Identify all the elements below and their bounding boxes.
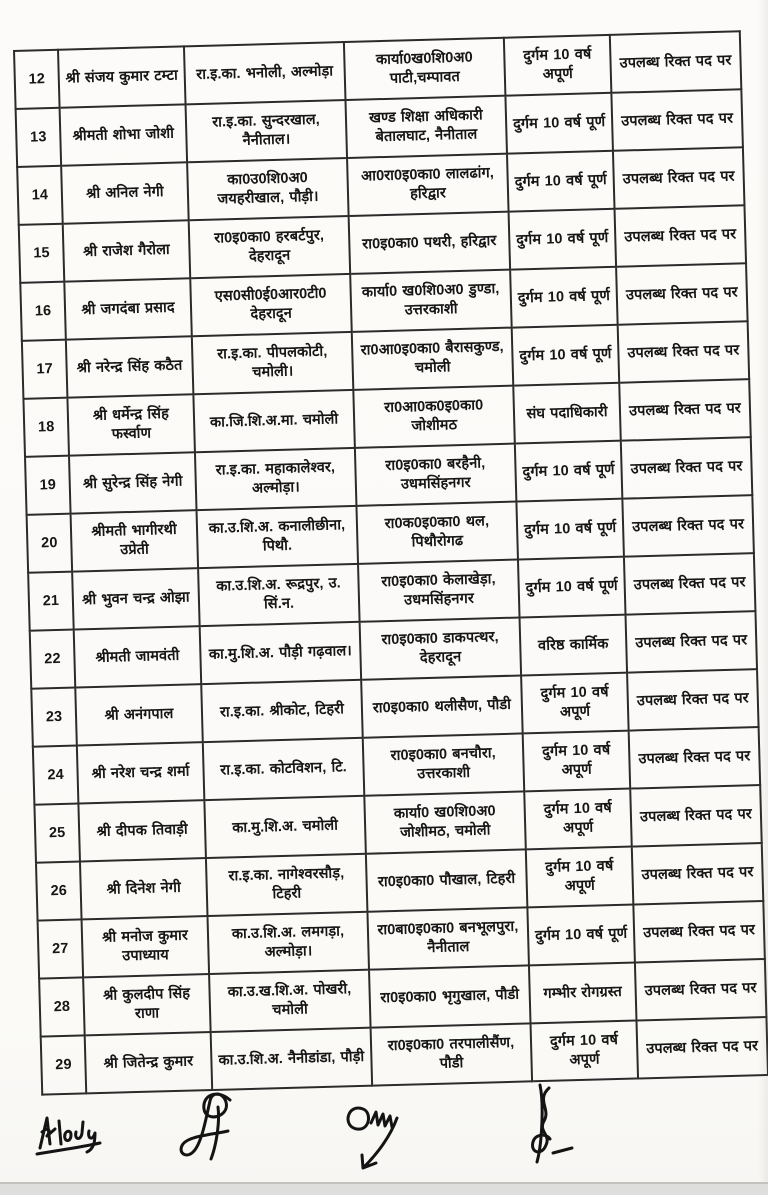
cell-current-posting: रा.इ.का. पीपलकोटी, चमोली। (192, 332, 354, 394)
cell-current-posting: रा.इ.का. श्रीकोट, टिहरी (201, 680, 363, 742)
cell-category: दुर्गम 10 वर्ष पूर्ण (518, 557, 626, 618)
cell-employee-name: श्रीमती शोभा जोशी (60, 104, 188, 165)
cell-current-posting: एस0सी0ई0आर0टी0 देहरादून (190, 274, 352, 336)
cell-vacant-post: उपलब्ध रिक्त पद पर (613, 147, 745, 208)
cell-category: वरिष्ठ कार्मिक (520, 615, 628, 676)
cell-vacant-post: उपलब्ध रिक्त पद पर (616, 263, 748, 324)
cell-transfer-place: कार्या0 ख0शि0अ0 जोशीमठ, चमोली (364, 791, 526, 853)
cell-serial-number: 19 (25, 456, 71, 515)
cell-vacant-post: उपलब्ध रिक्त पद पर (621, 437, 753, 498)
cell-employee-name: श्री सुरेन्द्र सिंह नेगी (69, 452, 197, 513)
cell-employee-name: श्री राजेश गैरोला (63, 220, 191, 281)
cell-current-posting: रा.इ.का. महाकालेश्वर, अल्मोड़ा। (195, 448, 357, 510)
cell-transfer-place: कार्या0 ख0शि0अ0 डुण्डा, उत्तरकाशी (350, 270, 512, 332)
cell-serial-number: 21 (28, 572, 74, 631)
cell-vacant-post: उपलब्ध रिक्त पद पर (627, 669, 759, 730)
signature-2-icon (172, 1086, 264, 1166)
cell-serial-number: 12 (14, 50, 60, 109)
cell-employee-name: श्रीमती भागीरथी उप्रेती (71, 510, 199, 571)
cell-transfer-place: रा0इ0का0 तरपालीसैंण, पौडी (371, 1023, 533, 1085)
cell-category: दुर्गम 10 वर्ष अपूर्ण (504, 35, 612, 96)
scan-bottom-strip (0, 1182, 768, 1195)
signature-3-icon (333, 1092, 433, 1180)
cell-employee-name: श्री नरेन्द्र सिंह कठैत (66, 336, 194, 397)
cell-vacant-post: उपलब्ध रिक्त पद पर (630, 785, 762, 846)
cell-current-posting: का.जि.शि.अ.मा. चमोली (193, 390, 355, 452)
cell-vacant-post: उपलब्ध रिक्त पद पर (629, 727, 761, 788)
cell-category: दुर्गम 10 वर्ष पूर्ण (515, 441, 623, 502)
cell-employee-name: श्रीमती जामवंती (74, 626, 202, 687)
scan-edge-shadow (758, 0, 768, 1195)
cell-employee-name: श्री दीपक तिवाड़ी (78, 800, 206, 861)
cell-current-posting: रा0इ0का0 हरबर्टपुर, देहरादून (189, 216, 351, 278)
signature-1-icon (34, 1108, 114, 1158)
cell-current-posting: रा.इ.का. सुन्दरखाल, नैनीताल। (186, 100, 348, 162)
cell-category: गम्भीर रोगग्रस्त (529, 963, 637, 1024)
cell-transfer-place: रा0इ0का0 भृगुखाल, पौडी (369, 965, 531, 1027)
cell-current-posting: का.उ.शि.अ. लमगड़ा, अल्मोड़ा। (207, 912, 369, 974)
cell-vacant-post: उपलब्ध रिक्त पद पर (618, 321, 750, 382)
cell-category: दुर्गम 10 वर्ष पूर्ण (505, 93, 613, 154)
cell-serial-number: 14 (17, 166, 63, 225)
signature-4-icon (505, 1082, 585, 1177)
cell-serial-number: 28 (39, 977, 85, 1036)
cell-employee-name: श्री दिनेश नेगी (80, 858, 208, 919)
cell-vacant-post: उपलब्ध रिक्त पद पर (625, 611, 757, 672)
cell-employee-name: श्री जितेन्द्र कुमार (85, 1032, 213, 1093)
cell-current-posting: का.मु.शि.अ. पौड़ी गढ़वाल। (200, 622, 362, 684)
cell-transfer-place: रा0इ0का0 थलीसैण, पौडी (361, 675, 523, 737)
cell-serial-number: 27 (38, 919, 84, 978)
cell-current-posting: का.मु.शि.अ. चमोली (204, 796, 366, 858)
cell-category: दुर्गम 10 वर्ष पूर्ण (527, 905, 635, 966)
cell-category: दुर्गम 10 वर्ष पूर्ण (507, 151, 615, 212)
cell-vacant-post: उपलब्ध रिक्त पद पर (610, 31, 742, 92)
cell-current-posting: का.उ.शि.अ. कनालीछीना, पिथौ. (197, 506, 359, 568)
cell-vacant-post: उपलब्ध रिक्त पद पर (611, 89, 743, 150)
cell-current-posting: का.उ.शि.अ. रूद्रपुर, उ. सिं.न. (198, 564, 360, 626)
table-scan-area (13, 30, 768, 1095)
cell-serial-number: 24 (33, 746, 79, 805)
cell-transfer-place: रा0आ0इ0का0 बैरासकुण्ड, चमोली (352, 328, 514, 390)
cell-category: दुर्गम 10 वर्ष पूर्ण (516, 499, 624, 560)
cell-category: दुर्गम 10 वर्ष अपूर्ण (526, 847, 634, 908)
cell-category: दुर्गम 10 वर्ष अपूर्ण (521, 673, 629, 734)
cell-employee-name: श्री अनिल नेगी (61, 162, 189, 223)
cell-vacant-post: उपलब्ध रिक्त पद पर (622, 495, 754, 556)
cell-transfer-place: आ0रा0इ0का0 लालढांग, हरिद्वार (347, 154, 509, 216)
cell-current-posting: का.उ.ख.शि.अ. पोखरी, चमोली (209, 970, 371, 1032)
cell-transfer-place: रा0इ0का0 केलाखेड़ा, उधमसिंहनगर (358, 560, 520, 622)
cell-employee-name: श्री संजय कुमार टम्टा (58, 46, 186, 107)
cell-serial-number: 22 (30, 630, 76, 689)
cell-current-posting: का.उ.शि.अ. नैनीडांडा, पौड़ी (211, 1028, 373, 1090)
cell-serial-number: 20 (27, 514, 73, 573)
cell-employee-name: श्री कुलदीप सिंह राणा (83, 974, 211, 1035)
cell-vacant-post: उपलब्ध रिक्त पद पर (633, 901, 765, 962)
cell-serial-number: 15 (19, 224, 65, 283)
cell-employee-name: श्री भुवन चन्द्र ओझा (72, 568, 200, 629)
cell-serial-number: 16 (20, 282, 66, 341)
cell-serial-number: 25 (34, 804, 80, 863)
cell-serial-number: 26 (36, 861, 82, 920)
cell-vacant-post: उपलब्ध रिक्त पद पर (615, 205, 747, 266)
cell-category: दुर्गम 10 वर्ष पूर्ण (512, 325, 620, 386)
cell-transfer-place: रा0आ0क0इ0का0 जोशीमठ (353, 386, 515, 448)
cell-transfer-place: रा0इ0का0 बनचौरा, उत्तरकाशी (363, 733, 525, 795)
cell-vacant-post: उपलब्ध रिक्त पद पर (619, 379, 751, 440)
cell-current-posting: रा.इ.का. कोटविशन, टि. (203, 738, 365, 800)
cell-category: संघ पदाधिकारी (513, 383, 621, 444)
cell-category: दुर्गम 10 वर्ष अपूर्ण (524, 789, 632, 850)
transfer-table (13, 30, 768, 1095)
cell-vacant-post: उपलब्ध रिक्त पद पर (632, 843, 764, 904)
cell-employee-name: श्री जगदंबा प्रसाद (64, 278, 192, 339)
cell-serial-number: 29 (41, 1035, 87, 1094)
cell-employee-name: श्री मनोज कुमार उपाध्याय (82, 916, 210, 977)
cell-transfer-place: खण्ड शिक्षा अधिकारी बेतालघाट, नैनीताल (345, 96, 507, 158)
cell-serial-number: 17 (22, 340, 68, 399)
cell-employee-name: श्री नरेश चन्द्र शर्मा (77, 742, 205, 803)
cell-employee-name: श्री धर्मेन्द्र सिंह फर्स्वाण (67, 394, 195, 455)
cell-vacant-post: उपलब्ध रिक्त पद पर (624, 553, 756, 614)
cell-current-posting: रा.इ.का. भनोली, अल्मोड़ा (184, 42, 346, 104)
cell-vacant-post: उपलब्ध रिक्त पद पर (636, 1017, 768, 1078)
cell-category: दुर्गम 10 वर्ष पूर्ण (509, 209, 617, 270)
cell-employee-name: श्री अनंगपाल (75, 684, 203, 745)
cell-serial-number: 13 (16, 108, 62, 167)
cell-category: दुर्गम 10 वर्ष अपूर्ण (523, 731, 631, 792)
cell-category: दुर्गम 10 वर्ष अपूर्ण (531, 1020, 639, 1081)
cell-transfer-place: रा0इ0का0 बरहैनी, उधमसिंहनगर (355, 444, 517, 506)
transfer-table-body (14, 31, 768, 1094)
cell-transfer-place: रा0इ0का0 पथरी, हरिद्वार (349, 212, 511, 274)
cell-transfer-place: कार्या0ख0शि0अ0 पाटी,चम्पावत (344, 38, 506, 100)
cell-current-posting: रा.इ.का. नागेश्वरसौड़, टिहरी (206, 854, 368, 916)
cell-transfer-place: रा0बा0इ0का0 बनभूलपुरा, नैनीताल (367, 907, 529, 969)
cell-serial-number: 23 (31, 688, 77, 747)
cell-transfer-place: रा0इ0का0 डाकपत्थर, देहरादून (360, 618, 522, 680)
cell-vacant-post: उपलब्ध रिक्त पद पर (635, 959, 767, 1020)
cell-transfer-place: रा0क0इ0का0 थल, पिथौरोगढ (356, 502, 518, 564)
cell-current-posting: का0उ0शि0अ0 जयहरीखाल, पौड़ी। (187, 158, 349, 220)
cell-serial-number: 18 (23, 398, 69, 457)
cell-category: दुर्गम 10 वर्ष पूर्ण (510, 267, 618, 328)
cell-transfer-place: रा0इ0का0 पौखाल, टिहरी (366, 849, 528, 911)
